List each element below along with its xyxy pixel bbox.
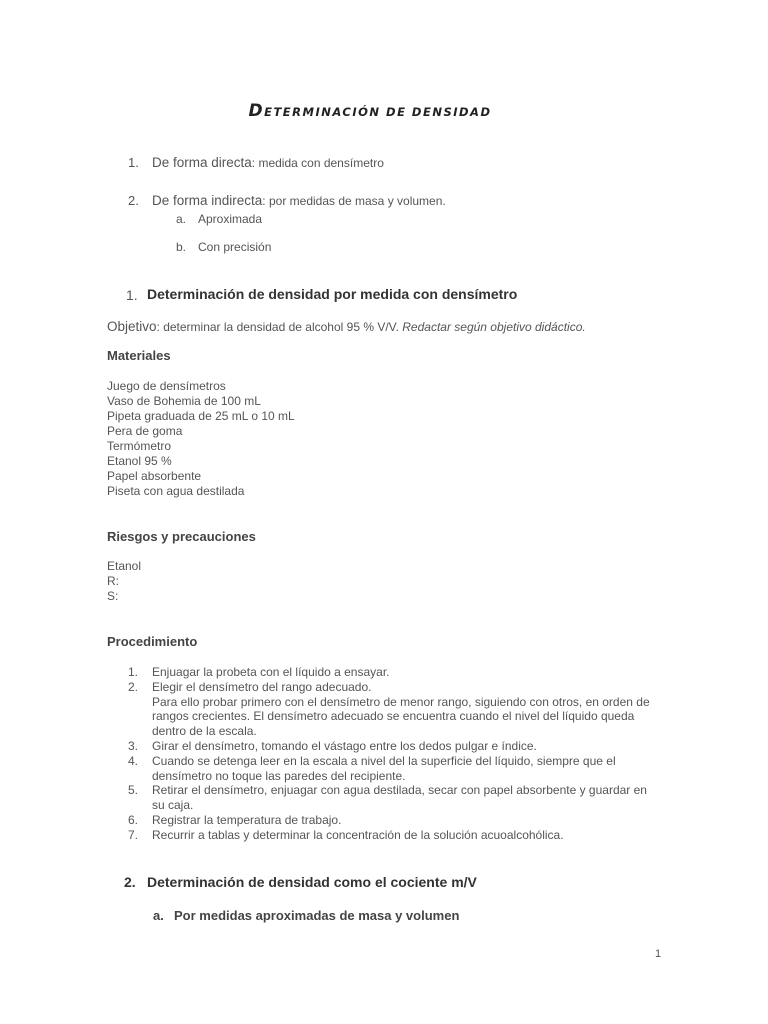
procedure-list [0, 665, 768, 843]
list-item: R: [107, 574, 119, 588]
list-item: Termómetro [107, 439, 172, 453]
toc-sub-a-letter: a. [176, 212, 187, 226]
risks-list [107, 559, 141, 604]
procedure-step: 4. Cuando se detenga leer en la escala a nivel del la superficie del líquido, siempre que el densímetro no toque las paredes del recipiente. [128, 753, 616, 783]
toc-item-1: De forma directa: medida con densímetro [152, 155, 384, 170]
list-item: Juego de densímetros [107, 379, 226, 393]
materials-heading: Materiales [107, 348, 171, 363]
list-item: Etanol 95 % [107, 454, 172, 468]
procedure-step: 1. Enjuagar la probeta con el líquido a ensayar. [128, 665, 390, 679]
list-item: Vaso de Bohemia de 100 mL [107, 394, 261, 408]
procedure-heading: Procedimiento [107, 634, 198, 649]
section-1-heading: Determinación de densidad por medida con densímetro [147, 286, 518, 302]
objective: Objetivo: determinar la densidad de alcohol 95 % V/V. Redactar según objetivo didáctico. [107, 319, 586, 334]
procedure-step: 2. Elegir el densímetro del rango adecuado. [128, 679, 372, 694]
toc-item-2: De forma indirecta: por medidas de masa y volumen. [152, 193, 446, 208]
procedure-step: 5. Retirar el densímetro, enjuagar con agua destilada, secar con papel absorbente y guardar en su caja. [128, 783, 647, 813]
list-item: Piseta con agua destilada [107, 484, 245, 498]
toc-item-2-number: 2. [128, 193, 139, 208]
procedure-step-detail: Para ello probar primero con el densímetro de menor rango, siguiendo con otros, en orden de rangos crecientes. El densímetro adecuado se encuentra cuando el nivel del líquido queda dentro de la escala. [152, 694, 650, 739]
materials-list [107, 379, 295, 499]
list-item: Pipeta graduada de 25 mL o 10 mL [107, 409, 295, 423]
toc-sub-b: Con precisión [198, 240, 272, 254]
page-number: 1 [655, 948, 662, 960]
toc-item-1-number: 1. [128, 155, 139, 170]
toc-sub-b-letter: b. [176, 240, 187, 254]
section-2a-heading: Por medidas aproximadas de masa y volumen [174, 908, 460, 923]
list-item: S: [107, 589, 119, 603]
list-item: Pera de goma [107, 424, 183, 438]
procedure-step: 7. Recurrir a tablas y determinar la concentración de la solución acuoalcohólica. [128, 827, 564, 842]
toc-sub-a: Aproximada [198, 212, 263, 226]
list-item: Etanol [107, 559, 142, 573]
page-title: DETERMINACIÓN DE DENSIDAD [248, 101, 492, 121]
procedure-step: 3. Girar el densímetro, tomando el vástago entre los dedos pulgar e índice. [128, 738, 537, 753]
section-2-heading: Determinación de densidad como el cociente m/V [147, 874, 477, 890]
section-1-number: 1. [126, 287, 138, 303]
procedure-step: 6. Registrar la temperatura de trabajo. [128, 812, 342, 827]
risks-heading: Riesgos y precauciones [107, 529, 256, 544]
list-item: Papel absorbente [107, 469, 202, 483]
section-2a-letter: a. [153, 908, 164, 923]
section-2-number: 2. [124, 874, 136, 890]
